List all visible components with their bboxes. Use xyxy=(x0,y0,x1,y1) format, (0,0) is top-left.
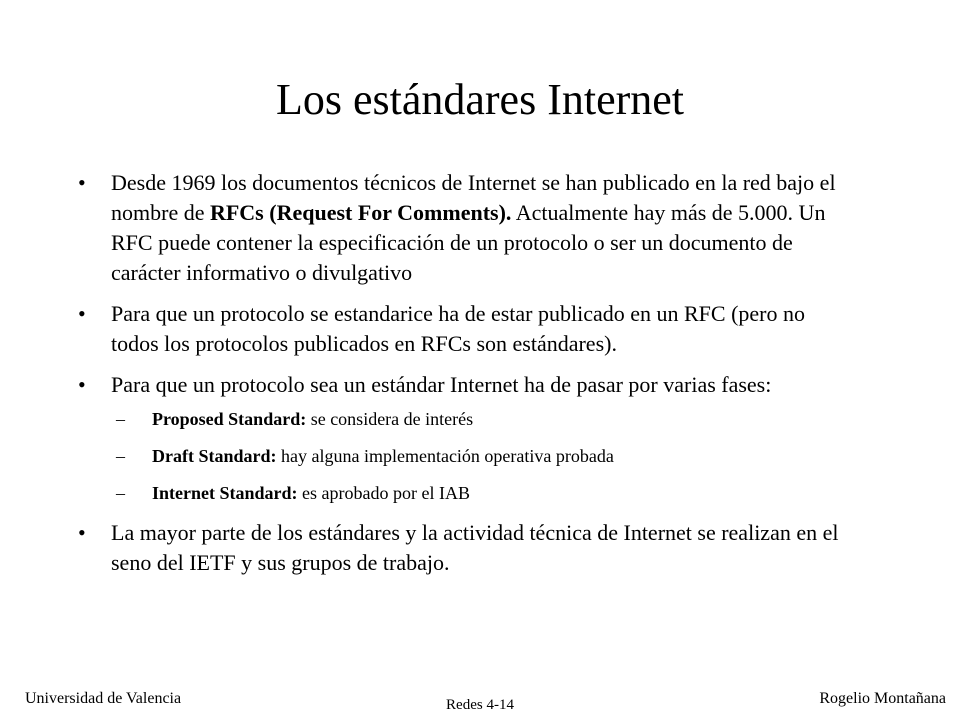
bullet-standardization xyxy=(74,299,854,359)
bullet-text: Desde 1969 los documentos técnicos de Internet se han publicado en la red bajo el nombre de xyxy=(111,170,836,225)
bullet-text: La mayor parte de los estándares y la actividad técnica de Internet se realizan en el seno del IETF y sus grupos de trabajo. xyxy=(111,520,839,575)
phase-item-internet xyxy=(116,481,854,505)
dash-marker: – xyxy=(116,483,125,503)
footer-slide-number: Redes 4-14 xyxy=(446,697,514,713)
phase-description: hay alguna implementación operativa probada xyxy=(276,446,614,466)
phase-term: Internet Standard: xyxy=(152,483,298,503)
bullet-list xyxy=(74,168,854,589)
bullet-bold-text: RFCs (Request For Comments). xyxy=(209,200,512,225)
phase-description: es aprobado por el IAB xyxy=(297,483,470,503)
bullet-marker: • xyxy=(78,301,86,326)
bullet-ietf xyxy=(74,518,854,578)
bullet-text: Para que un protocolo sea un estándar Internet ha de pasar por varias fases: xyxy=(111,372,772,397)
bullet-phases xyxy=(74,370,854,400)
phase-list xyxy=(116,407,854,505)
footer-university: Universidad de Valencia xyxy=(25,690,182,707)
slide-title: Los estándares Internet xyxy=(275,75,685,124)
bullet-marker: • xyxy=(78,170,86,195)
phase-term: Draft Standard: xyxy=(152,446,277,466)
phase-term: Proposed Standard: xyxy=(152,409,307,429)
bullet-text: Para que un protocolo se estandarice ha de estar publicado en un RFC (pero no todos los protocolos publicados en RFCs son estándares). xyxy=(111,301,806,356)
phase-description: se considera de interés xyxy=(306,409,474,429)
bullet-marker: • xyxy=(78,520,86,545)
dash-marker: – xyxy=(116,409,125,429)
bullet-rfc-history xyxy=(74,168,854,288)
dash-marker: – xyxy=(116,446,125,466)
phase-item-draft xyxy=(116,444,854,468)
footer-author: Rogelio Montañana xyxy=(819,690,946,707)
phase-item-proposed xyxy=(116,407,854,431)
bullet-marker: • xyxy=(78,372,86,397)
bullet-text-continued: Actualmente hay más de 5.000. Un RFC puede contener la especificación de un protocolo o ser un documento de carácter informativo o divulgativo xyxy=(111,200,826,285)
